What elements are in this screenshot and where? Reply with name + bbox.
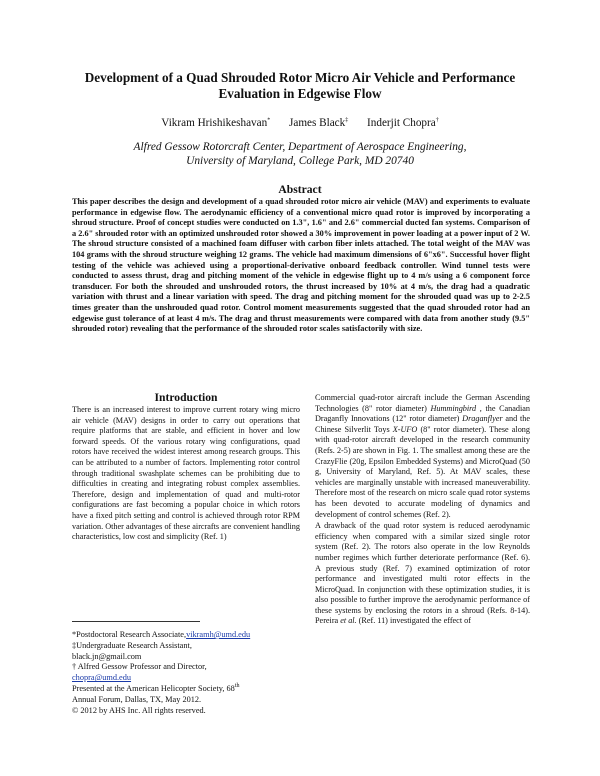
column-left [72, 405, 300, 543]
author-3 [367, 117, 439, 129]
footnote-4-text: Presented at the American Helicopter Society, 68 [72, 683, 235, 693]
intro-paragraph-1: There is an increased interest to improve current rotary wing micro air vehicle (MAV) designs in order to carry out operations that require platforms that are stable, and efficient in hover and low forward speeds. Of the various rotary wing configurations, quad rotors have received the widest interest among research groups. This can be attributed to a number of factors. Implementing rotor control through traditional swashplate schemes can be prohibiting due to difficulties in creating and integrating robust complex assemblies. Therefore, design and implementation of quad and multi-rotor configurations are fast becoming a popular choice in which rotors have a fixed pitch setting and control is achieved through rotor RPM variation. Other advantages of these aircrafts are convenient handling characteristics, low cost and simplicity (Ref. 1) [72, 405, 300, 542]
author-2 [289, 117, 348, 129]
intro-paragraph-2 [315, 393, 530, 520]
footnote-3-email-row [72, 673, 300, 684]
hummingbird-name: Hummingbird [430, 403, 477, 413]
abstract-text: This paper describes the design and development of a quad shrouded rotor micro air vehicle (MAV) and experiments to evaluate performance in edgewise flow. The aerodynamic efficiency of a conventional micro quad rotor is improved by incorporating a shroud structure. Proof of concept studies were conducted on 1.3", 1.6" and 2.6" commercial ducted fan systems. Comparison of a 2.6" shrouded rotor with an optimized unshrouded rotor showed a 30% improvement in power loading at a power input of 2 W. The shroud structure consisted of a machined foam diffuser with carbon fiber inlets attached. The total weight of the MAV was 104 grams with the shroud structure weighing 12 grams. The vehicle had maximum dimensions of 6"x6". Successful hover flight testing of the vehicle was achieved using a proportional-derivative onboard feedback controller. Wind tunnel tests were conducted to assess thrust, drag and pitching moment of the vehicle in edgewise flight up to 4 m/s using a 6 component force transducer. For both the shrouded and unshrouded rotors, the thrust increased by 10% at 4 m/s, the drag had a quadratic variation with thrust and a linear variation with speed. The drag and pitching moment for the shrouded quad was up to 2-2.5 times greater than the unshrouded quad rotor. Control moment measurements suggested that the quad shrouded rotor had an edgewise gust tolerance of at least 4 m/s. The drag and thrust measurements were compared with data from another study (9.5" shrouded rotor) revealing that the performance of the shrouded rotor scales satisfactorily with size. [72, 197, 530, 334]
footnote-1-text: *Postdoctoral Research Associate, [72, 630, 187, 639]
author-list [60, 117, 540, 129]
footnote-copyright: © 2012 by AHS Inc. All rights reserved. [72, 705, 206, 715]
draganflyer-name: Draganflyer [462, 414, 503, 424]
author-1 [161, 117, 270, 129]
author-3-mark: † [435, 117, 439, 124]
author-1-name: Vikram Hrishikeshavan [161, 117, 268, 129]
abstract-heading: Abstract [278, 183, 322, 196]
author-3-name: Inderjit Chopra [367, 117, 436, 129]
affiliation-line-1: Alfred Gessow Rotorcraft Center, Department of Aerospace Engineering, [133, 141, 467, 153]
xufo-name: X-UFO [392, 424, 418, 434]
author-2-name: James Black [289, 117, 346, 129]
abstract-body [72, 197, 530, 335]
introduction-heading: Introduction [154, 391, 218, 404]
footnote-1 [72, 630, 300, 641]
affiliation [60, 140, 540, 168]
footnote-2: ‡Undergraduate Research Assistant, [72, 640, 192, 650]
p3-seg-a: A drawback of the quad rotor system is reduced aerodynamic efficiency when compared with a similar sized single rotor system (Ref. 2). The rotors also operate in the low Reynolds number regimes which further deteriorate performance (Ref. 6). A previous study (Ref. 7) examined optimization of rotor performance and investigated multi rotor effects in the MicroQuad. In conjunction with these optimization studies, it is also possible to further improve the aerodynamic performance of these systems by enclosing the rotors in a shroud (Refs. 8-14). Pereira [315, 521, 530, 626]
footnote-3: † Alfred Gessow Professor and Director, [72, 662, 207, 672]
column-right [315, 393, 530, 627]
et-al: et al. [340, 616, 357, 626]
footnotes [72, 630, 300, 716]
p2-seg-g: (8" rotor diameter). These along with quad-rotor aircraft developed in the research community (Refs. 2-5) are shown in Fig. 1. The smallest among these are the CrazyFlie (20g, Epsilon Embedded Systems) and MicroQuad (50 g, University of Maryland, Ref. 5). At MAV scales, these vehicles are marginally unstable with increased maneuverability. Therefore most of the research on micro scale quad rotor systems has been devoted to accurate modeling of dynamics and development of control schemes (Ref. 2). [315, 424, 530, 519]
footnote-4 [72, 684, 300, 695]
p2-seg-c: , the Canadian Draganfly Innovations (12" rotor diameter) [315, 403, 530, 424]
email-link-3[interactable]: chopra@umd.edu [72, 673, 132, 683]
author-2-mark: ‡ [345, 117, 349, 124]
paper-title: Development of a Quad Shrouded Rotor Micro Air Vehicle and Performance Evaluation in Edgewise Flow [84, 70, 516, 101]
footnote-4-line-2: Annual Forum, Dallas, TX, May 2012. [72, 694, 202, 704]
affiliation-line-2: University of Maryland, College Park, MD 20740 [186, 155, 414, 167]
intro-paragraph-3 [315, 521, 530, 627]
author-1-mark: * [267, 117, 271, 124]
p2-seg-a: Commercial quad-rotor aircraft include the German Ascending Technologies (8" rotor diameter) [315, 393, 530, 413]
footnote-4-sup: th [234, 683, 240, 690]
email-link-1[interactable]: vikramh@umd.edu [186, 630, 251, 639]
footnote-rule [72, 621, 200, 622]
footnote-2-email: black.jn@gmail.com [72, 651, 142, 661]
p2-seg-e: and the Chinese Silverlit Toys [315, 414, 530, 434]
p3-seg-c: (Ref. 11) investigated the effect of [356, 616, 471, 626]
